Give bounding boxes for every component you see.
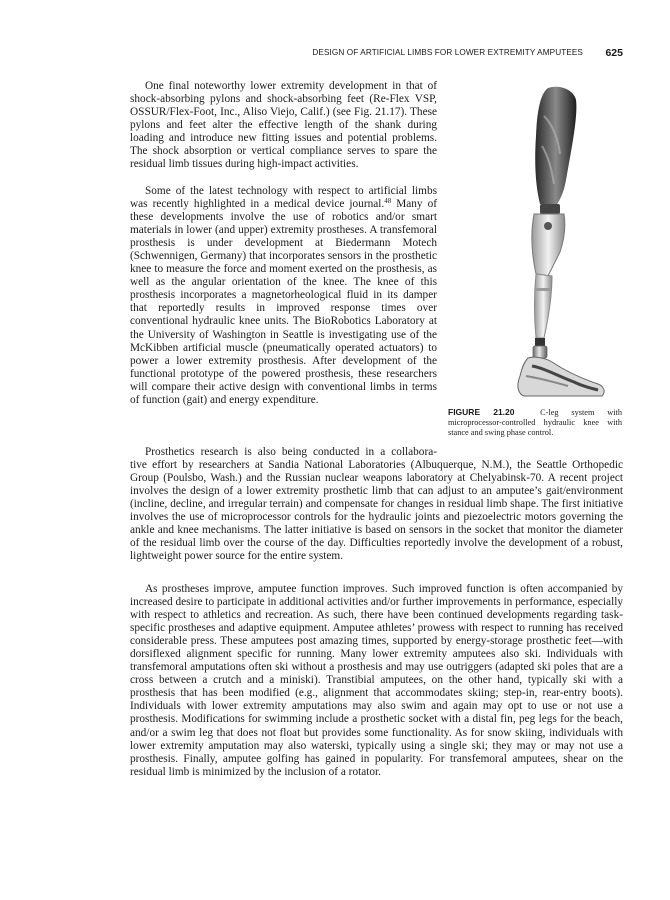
figure-caption-text: C-leg system with microprocessor-controlled hydraulic knee with stance and swing phase control. — [448, 408, 623, 437]
hydraulic-shank-shape — [535, 274, 553, 338]
reference-marker: 48 — [384, 197, 392, 206]
paragraph-first-line: Prosthetics research is also being conducted in a collabora- — [145, 446, 437, 458]
paragraph-amputee-function: As prostheses improve, amputee function improves. Such improved function is often accompanied by increased desire to participate in additional activities and/or further improvements in performance, especially with respect to athletics and recreation. As such, there have been continued developments regarding task-specific prostheses and adaptive equipment. Amputee athletes’ prowess with respect to running has received considerable press. These amputees post amazing times, supported by energy-storage prosthetic feet—with dorsiflexed alignment specific for running. Many lower extremity amputees also ski. Individuals with transfemoral amputations often ski without a prosthesis and may use outriggers (adapted ski poles that are a cross between a crutch and a miniski). Transtibial amputees, on the other hand, typically ski with a prosthesis that has been modified (e.g., alignment that accommodates skiing; step-in, rear-entry boots). Individuals with lower extremity amputations may also swim and again may opt to use or not use a prosthesis. Modifications for swimming include a prosthetic socket with a distal fin, peg legs for the beach, and/or a swim leg that does not float but provides some functionality. As for snow skiing, individuals with lower extremity amputation may also waterski, typically using a single ski; they may or may not use a prosthesis. Finally, amputee golfing has gained in popularity. For transfemoral amputees, shear on the residual limb is minimized by the inclusion of a rotator. — [130, 583, 623, 778]
figure-c-leg-photo — [448, 76, 623, 401]
page-number: 625 — [605, 47, 623, 59]
paragraph-text: Some of the latest technology with respect to artificial limbs was recently highlighted in a medical device journal. — [130, 185, 437, 211]
paragraph-prosthetics-research — [130, 446, 623, 563]
paragraph-latest-technology — [130, 185, 437, 407]
running-title: DESIGN OF ARTIFICIAL LIMBS FOR LOWER EXTREMITY AMPUTEES — [312, 48, 583, 57]
paragraph-text: tive effort by researchers at Sandia National Laboratories (Albuquerque, N.M.), the Seattle Orthopedic Group (Poulsbo, Wash.) and the Russian nuclear weapons laboratory at Chelyabinsk-70. A recent project involves the design of a lower extremity prosthetic limb that can adjust to an amputee’s gait/environment (incline, decline, and irregular terrain) and compensate for changes in residual limb shape. The first initiative involves the use of microprocessor controls for the hydraulic joints and piezoelectric motors governing the ankle and knee mechanisms. The latter initiative is based on sensors in the socket that monitor the diameter of the residual limb over the course of the day. Difficulties reportedly involve the development of a robust, lightweight power source for the entire system. — [130, 459, 623, 563]
running-header — [130, 48, 623, 62]
paragraph-text: Many of these developments involve the use of robotics and/or smart materials in lower (and upper) extremity prostheses. A transfemoral prosthesis is under development at Biedermann Motech (Schwennigen, Germany) that incorporates sensors in the prosthetic knee to measure the force and moment exerted on the prosthesis, as well as the angular orientation of the knee. The knee of this prosthesis incorporates a magnetorheological fluid in its damper that reportedly results in improved response times over conventional hydraulic knee units. The BioRobotics Laboratory at the University of Washington in Seattle is investigating use of the McKibben artificial muscle (pneumatically operated actuators) to power a lower extremity prosthesis. After development of the functional prototype of the powered prosthesis, these researchers will compare their active design with conventional limbs in terms of function (gait) and energy expenditure. — [130, 198, 437, 406]
figure-label: FIGURE 21.20 — [448, 407, 515, 417]
figure-caption — [448, 407, 622, 438]
c-leg-prosthesis-illustration — [448, 76, 623, 401]
paragraph-shock-absorbing: One final noteworthy lower extremity development in that of shock-absorbing pylons and shock-absorbing feet (Re-Flex VSP, OSSUR/Flex-Foot, Inc., Aliso Viejo, Calif.) (see Fig. 21.17). These pylons and feet alter the effective length of the shank during loading and introduce new fitting issues and potential problems. The shock absorption or vertical compliance serves to spare the residual limb tissues during high-impact activities. — [130, 80, 437, 171]
